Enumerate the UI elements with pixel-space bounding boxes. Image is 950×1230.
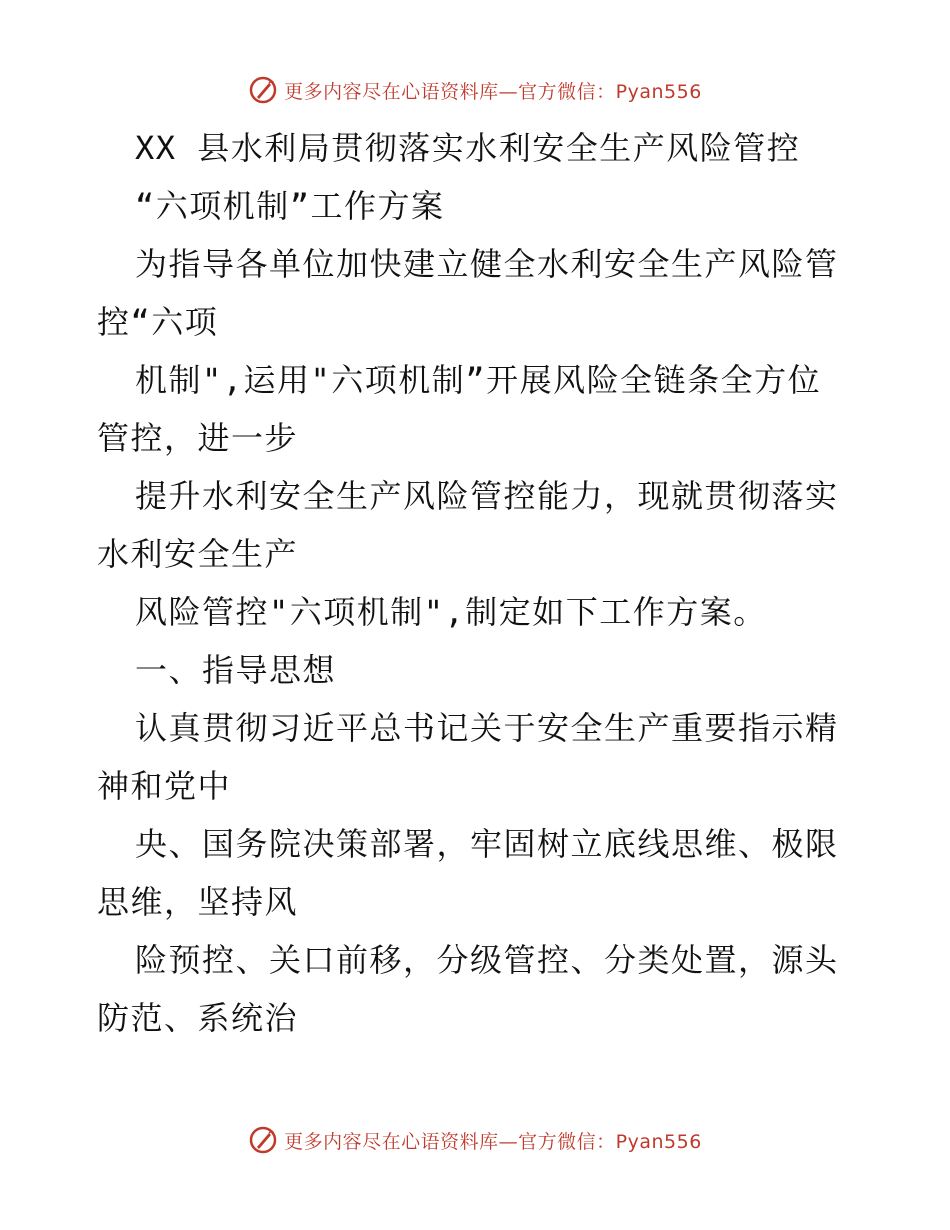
paragraph-line: 央、国务院决策部署，牢固树立底线思维、极限	[135, 825, 839, 863]
watermark-text	[284, 1127, 702, 1154]
quill-logo-icon	[248, 1125, 278, 1155]
section-heading: 一、指导思想	[135, 651, 337, 689]
watermark-label: 更多内容尽在心语资料库—官方微信：	[284, 1130, 616, 1153]
paragraph-line: 机制",运用"六项机制”开展风险全链条全方位	[135, 361, 822, 399]
paragraph-line: 思维，坚持风	[97, 883, 299, 921]
paragraph-line: 水利安全生产	[97, 535, 299, 573]
paragraph-line: 管控，进一步	[97, 419, 299, 457]
paragraph-line: 险预控、关口前移，分级管控、分类处置，源头	[135, 941, 839, 979]
paragraph-line: 认真贯彻习近平总书记关于安全生产重要指示精	[135, 709, 839, 747]
paragraph-line: 神和党中	[97, 767, 232, 805]
watermark-wechat-id: Pyan556	[615, 80, 702, 103]
watermark-wechat-id: Pyan556	[615, 1130, 702, 1153]
footer-watermark	[0, 1122, 950, 1158]
paragraph-line: 控“六项	[97, 303, 219, 341]
document-title-line-2: “六项机制”工作方案	[135, 187, 445, 225]
paragraph-line: 提升水利安全生产风险管控能力，现就贯彻落实	[135, 477, 839, 515]
watermark-label: 更多内容尽在心语资料库—官方微信：	[284, 80, 616, 103]
paragraph-line: 风险管控"六项机制",制定如下工作方案。	[135, 593, 767, 631]
paragraph-line: 为指导各单位加快建立健全水利安全生产风险管	[135, 245, 839, 283]
paragraph-line: 防范、系统治	[97, 999, 299, 1037]
document-title-line-1: XX 县水利局贯彻落实水利安全生产风险管控	[135, 129, 801, 167]
